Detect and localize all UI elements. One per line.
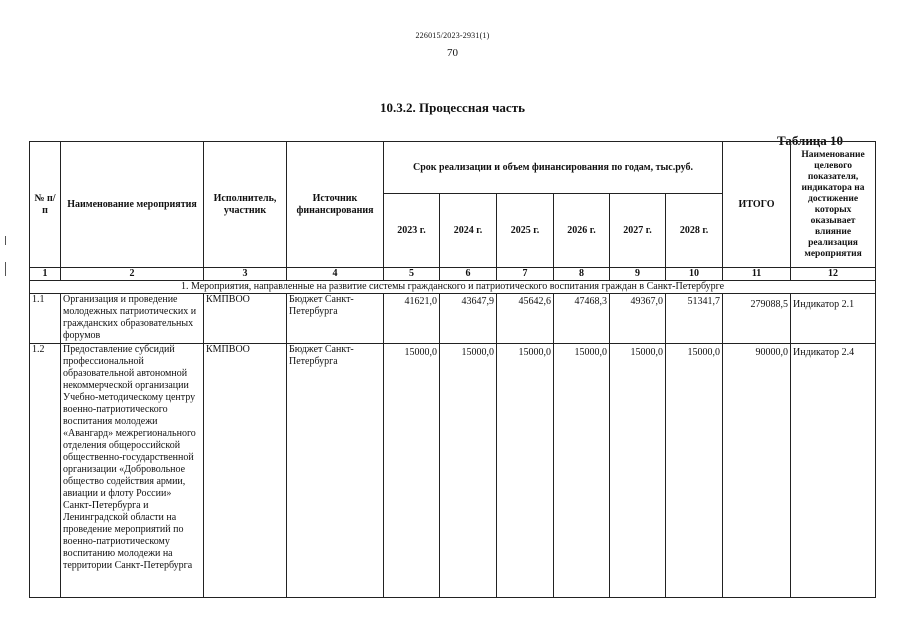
row-num: 1.2 — [30, 344, 61, 598]
row-source: Бюджет Санкт-Петербурга — [287, 294, 384, 344]
header-year: 2025 г. — [497, 194, 554, 268]
column-number-row — [30, 268, 876, 281]
row-indicator: Индикатор 2.4 — [791, 344, 876, 598]
section-row — [30, 281, 876, 294]
row-value: 41621,0 — [384, 294, 440, 344]
margin-mark — [5, 236, 6, 245]
section-title: 10.3.2. Процессная часть — [380, 100, 525, 115]
section-row-text: 1. Мероприятия, направленные на развитие системы гражданского и патриотического воспитания граждан в Санкт-Петербурге — [30, 281, 876, 294]
header-year: 2024 г. — [440, 194, 497, 268]
row-name: Предоставление субсидий профессиональной образовательной автономной некоммерческой организации Учебно-методическому центру военно-патриотического воспитания молодежи «Авангард» межрегионального отделения общероссийской общественно-государственной организации «Добровольное общество содействия армии, авиации и флоту России» Санкт-Петербурга и Ленинградской области на проведение мероприятий по военно-патриотическому воспитанию молодежи на территории Санкт-Петербурга — [61, 344, 204, 598]
document-id: 226015/2023-2931(1) — [415, 31, 490, 40]
header-name: Наименование мероприятия — [61, 142, 204, 268]
row-source: Бюджет Санкт-Петербурга — [287, 344, 384, 598]
row-value: 15000,0 — [497, 344, 554, 598]
header-executor: Исполнитель, участник — [204, 142, 287, 268]
column-number: 4 — [287, 268, 384, 281]
column-number: 10 — [666, 268, 723, 281]
column-number: 2 — [61, 268, 204, 281]
column-number: 12 — [791, 268, 876, 281]
header-num: № п/п — [30, 142, 61, 268]
row-name: Организация и проведение молодежных патриотических и гражданских образовательных форумов — [61, 294, 204, 344]
financing-table — [29, 141, 876, 598]
header-indicator: Наименование целевого показателя, индикатора на достижение которых оказывает влияние реализация мероприятия — [791, 142, 876, 268]
table-row — [30, 294, 876, 344]
table-row — [30, 344, 876, 598]
column-number: 8 — [554, 268, 610, 281]
column-number: 1 — [30, 268, 61, 281]
row-value: 15000,0 — [384, 344, 440, 598]
margin-mark — [5, 262, 6, 276]
header-period: Срок реализации и объем финансирования по годам, тыс.руб. — [384, 142, 723, 194]
row-value: 15000,0 — [554, 344, 610, 598]
row-value: 45642,6 — [497, 294, 554, 344]
header-year: 2026 г. — [554, 194, 610, 268]
row-indicator: Индикатор 2.1 — [791, 294, 876, 344]
table-label: Таблица 10 — [777, 133, 844, 148]
row-total: 90000,0 — [723, 344, 791, 598]
header-year: 2027 г. — [610, 194, 666, 268]
column-number: 5 — [384, 268, 440, 281]
row-value: 47468,3 — [554, 294, 610, 344]
row-num: 1.1 — [30, 294, 61, 344]
page-number: 70 — [447, 47, 458, 59]
header-source: Источник финансирования — [287, 142, 384, 268]
column-number: 9 — [610, 268, 666, 281]
row-total: 279088,5 — [723, 294, 791, 344]
row-value: 15000,0 — [666, 344, 723, 598]
row-executor: КМПВОО — [204, 344, 287, 598]
column-number: 11 — [723, 268, 791, 281]
header-year: 2023 г. — [384, 194, 440, 268]
row-value: 15000,0 — [610, 344, 666, 598]
row-value: 43647,9 — [440, 294, 497, 344]
row-value: 15000,0 — [440, 344, 497, 598]
row-executor: КМПВОО — [204, 294, 287, 344]
column-number: 7 — [497, 268, 554, 281]
row-value: 51341,7 — [666, 294, 723, 344]
header-total: ИТОГО — [723, 142, 791, 268]
column-number: 6 — [440, 268, 497, 281]
column-number: 3 — [204, 268, 287, 281]
row-value: 49367,0 — [610, 294, 666, 344]
header-year: 2028 г. — [666, 194, 723, 268]
header-row — [30, 142, 876, 194]
